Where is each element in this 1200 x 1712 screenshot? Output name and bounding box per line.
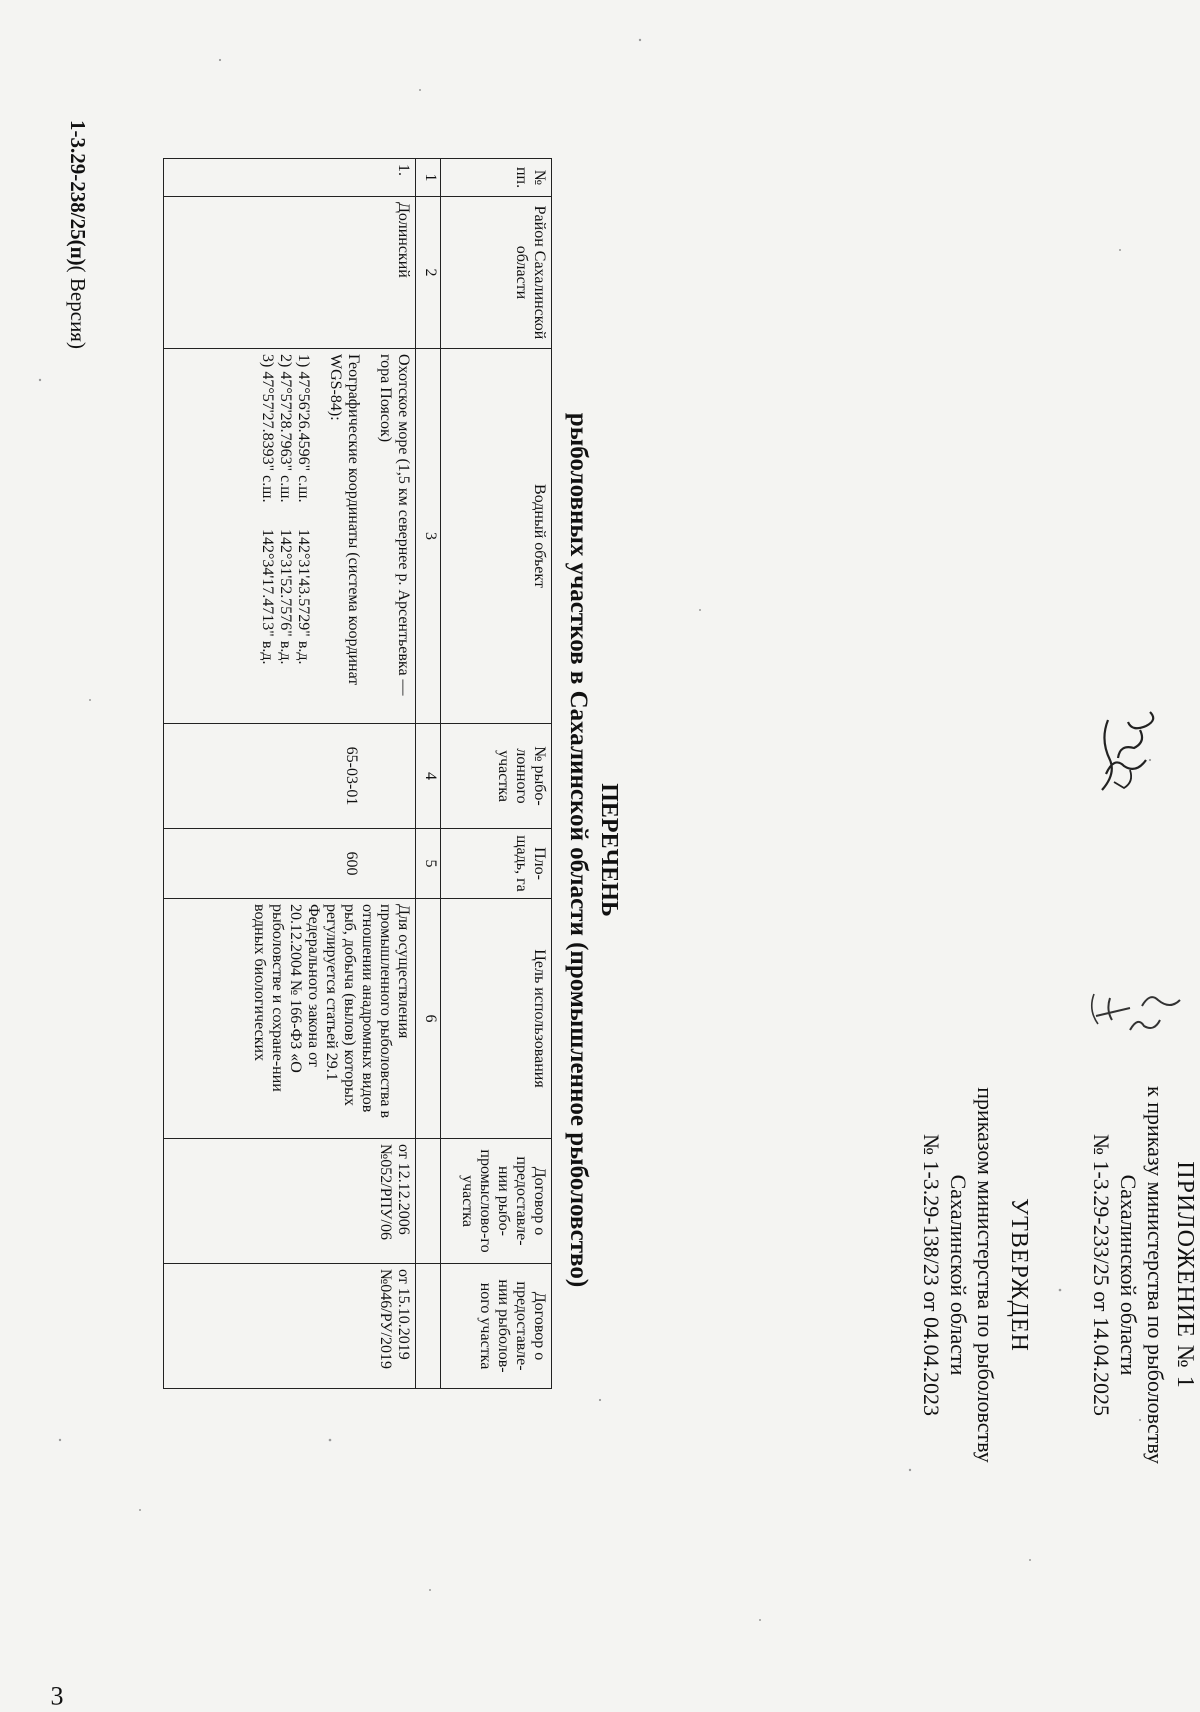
document-title: ПЕРЕЧЕНЬ [596, 783, 622, 917]
coord-row [258, 354, 276, 718]
cell-water-body [164, 349, 416, 724]
footer-code: 1-3.29-238/25(п) [66, 120, 90, 266]
handwritten-signature-2 [1070, 700, 1170, 820]
cell-num: 1. [164, 159, 416, 197]
page-mark: 3 [50, 1681, 64, 1711]
annex-line-2: Сахалинской области [1116, 1174, 1141, 1376]
coord-lat: 2) 47°57'28.7963" с.ш. [277, 354, 294, 503]
column-number: 1 [416, 159, 441, 197]
cell-plot-number [164, 724, 416, 829]
column-number: 4 [416, 724, 441, 829]
annex-line-3: № 1-3.29-233/25 от 14.04.2025 [1089, 1133, 1114, 1417]
water-body-name: Охотское море (1,5 км севернее р. Арсентьевка — гора Поясок) [377, 354, 412, 696]
header-plot-number: № рыбо-лонного участка [441, 724, 552, 829]
approved-block [918, 1040, 1032, 1510]
header-area: Пло-щадь, га [441, 829, 552, 899]
approved-line-1: приказом министерства по рыболовству [973, 1087, 998, 1463]
column-number: 2 [416, 197, 441, 349]
plot-number-value: 65-03-01 [343, 746, 360, 806]
coord-lat: 1) 47°56'26.4596" с.ш. [295, 354, 312, 503]
column-number: 6 [416, 899, 441, 1139]
approved-line-3: № 1-3.29-138/23 от 04.04.2023 [919, 1133, 944, 1417]
document-subtitle: рыболовных участков в Сахалинской области (промышленное рыболовство) [565, 412, 592, 1288]
coord-row [294, 354, 312, 718]
header-contract-fish: Договор о предоставле-нии рыболов-ного участка [441, 1264, 552, 1389]
table-column-numbers-row [416, 159, 441, 1389]
annex-block [1088, 1050, 1198, 1500]
annex-line-1: к приказу министерства по рыболовству [1143, 1086, 1168, 1464]
fishing-plots-table [163, 158, 552, 1389]
coord-lon: 142°31'43.5729" в.д. [295, 529, 312, 665]
header-contract-fishprom: Договор о предоставле-нии рыбо-промыслово-го участка [441, 1139, 552, 1264]
footer-version-label: ( Версия) [66, 265, 90, 349]
footer-version [65, 120, 90, 349]
coord-row [276, 354, 294, 718]
column-number: 5 [416, 829, 441, 899]
column-number [416, 1264, 441, 1389]
coord-lon: 142°34'17.4713" в.д. [259, 529, 276, 665]
column-number [416, 1139, 441, 1264]
cell-area [164, 829, 416, 899]
area-value: 600 [343, 851, 360, 876]
header-num: № пп. [441, 159, 552, 197]
column-number: 3 [416, 349, 441, 724]
table-header-row [441, 159, 552, 1389]
coords-intro: Географические координаты (система координат WGS-84): [327, 354, 362, 686]
header-purpose: Цель использования [441, 899, 552, 1139]
cell-purpose: Для осуществления промышленного рыболовства в отношении анадромных видов рыб, добыча (вылов) которых регулируется статьей 29.1 Федерального закона от 20.12.2004 № 166-ФЗ «О рыболовстве и сохране-нии водных биологических [164, 899, 416, 1139]
table-row [164, 159, 416, 1389]
header-district: Район Сахалинской области [441, 197, 552, 349]
cell-district: Долинский [164, 197, 416, 349]
approved-title: УТВЕРЖДЕН [1006, 1198, 1032, 1352]
cell-contract-fish: от 15.10.2019 №046/РУ/2019 [164, 1264, 416, 1389]
coord-lon: 142°31'52.7576" в.д. [277, 529, 294, 665]
coord-lat: 3) 47°57'27.8393" с.ш. [259, 354, 276, 503]
header-water-body: Водный объект [441, 349, 552, 724]
annex-title: ПРИЛОЖЕНИЕ № 1 [1172, 1161, 1198, 1389]
handwritten-signature-1 [1070, 980, 1190, 1050]
approved-line-2: Сахалинской области [946, 1174, 971, 1376]
cell-contract-fishprom: от 12.12.2006 №052/РПУ/06 [164, 1139, 416, 1264]
